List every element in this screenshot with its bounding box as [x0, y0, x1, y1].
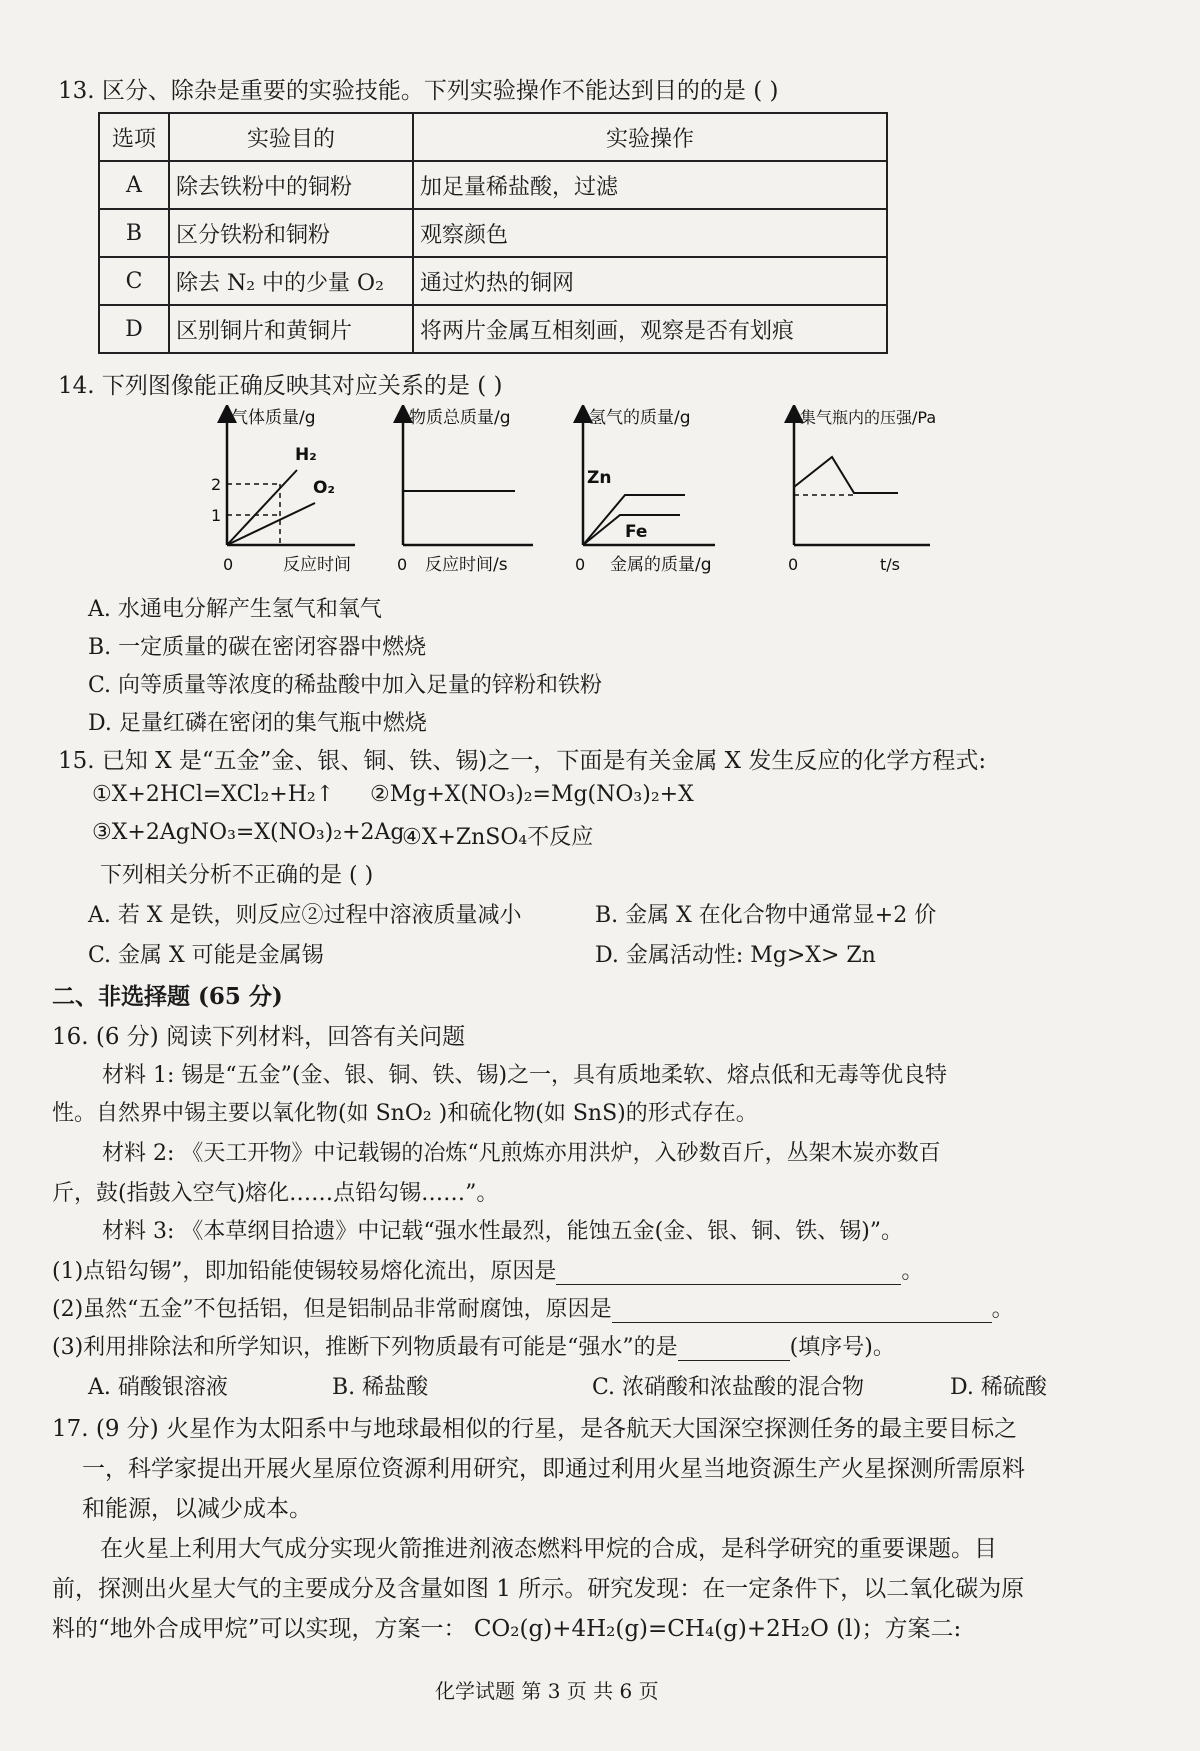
- q14-option-d: D. 足量红磷在密闭的集气瓶中燃烧: [88, 711, 427, 736]
- q14-option-b: B. 一定质量的碳在密闭容器中燃烧: [88, 635, 427, 660]
- row-option: A: [99, 161, 169, 209]
- graph-c-ylabel: 氢气的质量/g: [589, 408, 691, 428]
- q16-material-2a: 材料 2: 《天工开物》中记载锡的冶炼“凡煎炼亦用洪炉，入砂数百斤，丛架木炭亦数百: [102, 1141, 941, 1166]
- header-option: 选项: [99, 113, 169, 161]
- q16-part-2-end: 。: [991, 1297, 1014, 1322]
- q16-part-2-text: (2)虽然“五金”不包括铝，但是铝制品非常耐腐蚀，原因是: [52, 1297, 612, 1322]
- q15-stem: 15. 已知 X 是“五金”金、银、铜、铁、锡)之一，下面是有关金属 X 发生反应的化学方程式:: [58, 748, 987, 774]
- graph-d: [780, 405, 970, 584]
- graph-a-ylabel: 气体质量/g: [231, 408, 316, 428]
- q16-material-3: 材料 3: 《本草纲目拾遗》中记载“强水性最烈，能蚀五金(金、银、铜、铁、锡)”。: [102, 1219, 904, 1244]
- graph-b-xlabel: 反应时间/s: [425, 555, 508, 575]
- graph-b: [385, 405, 565, 584]
- row-purpose: 区分铁粉和铜粉: [169, 209, 413, 257]
- row-option: C: [99, 257, 169, 305]
- row-operation: 将两片金属互相刻画，观察是否有划痕: [413, 305, 887, 353]
- q17-line-1: 17. (9 分) 火星作为太阳系中与地球最相似的行星，是各航天大国深空探测任务的最主要目标之: [52, 1416, 1018, 1442]
- table-row: [99, 257, 887, 305]
- q15-eq1: ①X+2HCl=XCl₂+H₂↑: [92, 782, 335, 807]
- q16-option-a: A. 硝酸银溶液: [88, 1375, 228, 1400]
- graph-a-tick-1: 1: [211, 506, 222, 525]
- table-row: [99, 161, 887, 209]
- q16-part-3-text: (3)利用排除法和所学知识，推断下列物质最有可能是“强水”的是: [52, 1335, 678, 1360]
- q15-option-b: B. 金属 X 在化合物中通常显+2 价: [595, 903, 937, 928]
- header-purpose: 实验目的: [169, 113, 413, 161]
- row-operation: 通过灼热的铜网: [413, 257, 887, 305]
- row-operation: 观察颜色: [413, 209, 887, 257]
- q16-part-1: [52, 1254, 923, 1285]
- graph-a: [205, 405, 385, 584]
- q15-option-c: C. 金属 X 可能是金属锡: [88, 943, 324, 968]
- graph-c-origin: 0: [575, 555, 586, 574]
- graph-d-xlabel: t/s: [880, 555, 900, 574]
- q15-sub: 下列相关分析不正确的是 ( ): [100, 863, 374, 888]
- graph-b-origin: 0: [397, 555, 408, 574]
- graph-d-ylabel: 集气瓶内的压强/Pa: [800, 408, 937, 427]
- answer-blank-3[interactable]: [678, 1336, 790, 1361]
- graph-b-ylabel: 物质总质量/g: [409, 408, 511, 428]
- q16-option-c: C. 浓硝酸和浓盐酸的混合物: [592, 1375, 865, 1400]
- table-row: [99, 209, 887, 257]
- q16-part-1-text: (1)点铅勾锡”，即加铅能使锡较易熔化流出，原因是: [52, 1259, 557, 1284]
- q15-option-a: A. 若 X 是铁，则反应②过程中溶液质量减小: [88, 903, 522, 928]
- q16-part-1-end: 。: [901, 1259, 924, 1284]
- graph-a-tick-2: 2: [211, 475, 222, 494]
- graph-a-series-o2: O₂: [313, 478, 335, 498]
- q17-line-5: 前，探测出火星大气的主要成分及含量如图 1 所示。研究发现：在一定条件下，以二氧化碳为原: [52, 1576, 1025, 1602]
- row-option: B: [99, 209, 169, 257]
- q17-line-3: 和能源，以减少成本。: [82, 1496, 312, 1522]
- q17-line-4: 在火星上利用大气成分实现火箭推进剂液态燃料甲烷的合成，是科学研究的重要课题。目: [100, 1536, 997, 1562]
- q16-material-1b: 性。自然界中锡主要以氧化物(如 SnO₂ )和硫化物(如 SnS)的形式存在。: [52, 1101, 758, 1126]
- graph-c: [565, 405, 750, 584]
- q15-eq3: ③X+2AgNO₃=X(NO₃)₂+2Ag: [92, 820, 405, 845]
- row-operation: 加足量稀盐酸，过滤: [413, 161, 887, 209]
- q13-stem: 13. 区分、除杂是重要的实验技能。下列实验操作不能达到目的的是 ( ): [58, 78, 779, 104]
- q16-option-b: B. 稀盐酸: [332, 1375, 429, 1400]
- q15-eq2: ②Mg+X(NO₃)₂=Mg(NO₃)₂+X: [370, 782, 694, 807]
- table-header-row: [99, 113, 887, 161]
- q16-material-1a: 材料 1: 锡是“五金”(金、银、铜、铁、锡)之一，具有质地柔软、熔点低和无毒等优良特: [102, 1063, 948, 1088]
- graph-a-origin: 0: [223, 555, 234, 574]
- row-purpose: 区别铜片和黄铜片: [169, 305, 413, 353]
- graph-d-origin: 0: [788, 555, 799, 574]
- q16-stem: 16. (6 分) 阅读下列材料，回答有关问题: [52, 1024, 466, 1050]
- q15-eq4: ④X+ZnSO₄不反应: [402, 825, 594, 850]
- q16-part-2: [52, 1292, 1014, 1323]
- q16-part-3: [52, 1330, 895, 1361]
- answer-blank-1[interactable]: [556, 1260, 901, 1285]
- q14-stem: 14. 下列图像能正确反映其对应关系的是 ( ): [58, 373, 503, 399]
- answer-blank-2[interactable]: [612, 1298, 992, 1323]
- q14-option-c: C. 向等质量等浓度的稀盐酸中加入足量的锌粉和铁粉: [88, 673, 603, 698]
- row-option: D: [99, 305, 169, 353]
- graph-c-series-zn: Zn: [587, 468, 612, 488]
- q14-option-a: A. 水通电分解产生氢气和氧气: [88, 597, 382, 622]
- graph-a-xlabel: 反应时间: [283, 555, 351, 575]
- q17-line-6: 料的“地外合成甲烷”可以实现，方案一： CO₂(g)+4H₂(g)=CH₄(g)+2H₂O (l)；方案二:: [52, 1616, 962, 1642]
- graph-a-series-h2: H₂: [295, 445, 317, 465]
- q17-line-2: 一，科学家提出开展火星原位资源利用研究，即通过利用火星当地资源生产火星探测所需原料: [82, 1456, 1025, 1482]
- page-footer: 化学试题 第 3 页 共 6 页: [435, 1679, 659, 1703]
- row-purpose: 除去铁粉中的铜粉: [169, 161, 413, 209]
- graph-c-xlabel: 金属的质量/g: [610, 555, 712, 575]
- q15-option-d: D. 金属活动性: Mg>X> Zn: [595, 943, 876, 968]
- q16-part-3-end: (填序号)。: [789, 1335, 895, 1360]
- graph-c-series-fe: Fe: [625, 522, 648, 542]
- q16-material-2b: 斤，鼓(指鼓入空气)熔化……点铅勾锡……”。: [52, 1181, 499, 1206]
- header-operation: 实验操作: [413, 113, 887, 161]
- section-title: 二、非选择题 (65 分): [52, 983, 283, 1010]
- row-purpose: 除去 N₂ 中的少量 O₂: [169, 257, 413, 305]
- q16-option-d: D. 稀硫酸: [950, 1375, 1047, 1400]
- table-row: [99, 305, 887, 353]
- q13-table: [98, 112, 888, 354]
